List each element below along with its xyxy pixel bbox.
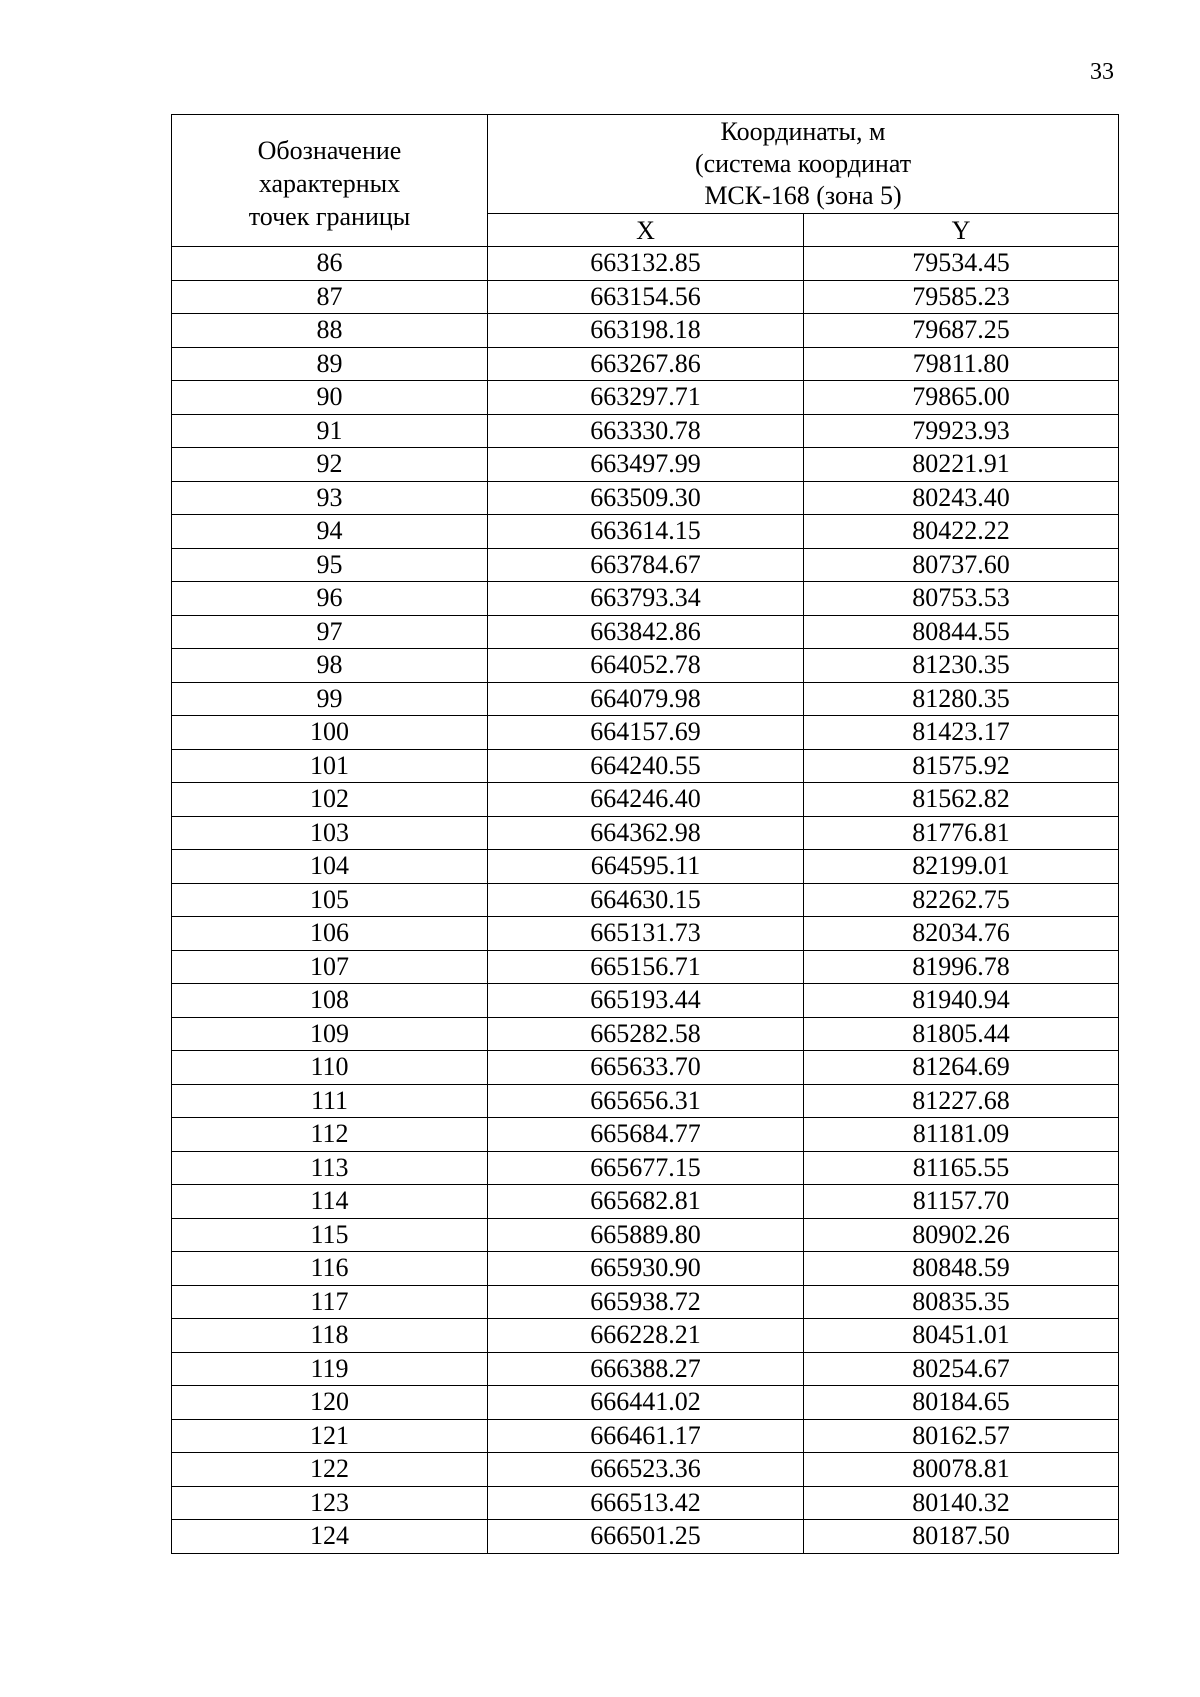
coords-header-line-1: Координаты, м [720, 117, 886, 146]
y-coordinate-cell: 80243.40 [804, 481, 1119, 515]
x-coordinate-cell: 665131.73 [488, 917, 804, 951]
table-row [172, 1151, 1119, 1185]
y-coordinate-cell: 81280.35 [804, 682, 1119, 716]
table-row [172, 1386, 1119, 1420]
y-coordinate-cell: 81996.78 [804, 950, 1119, 984]
x-coordinate-cell: 663154.56 [488, 280, 804, 314]
x-coordinate-cell: 664595.11 [488, 850, 804, 884]
x-coordinate-cell: 663297.71 [488, 381, 804, 415]
coords-header-line-3: МСК-168 (зона 5) [704, 181, 902, 210]
point-designation-header [172, 115, 488, 247]
table-row [172, 1453, 1119, 1487]
table-row [172, 850, 1119, 884]
point-cell: 114 [172, 1185, 488, 1219]
point-cell: 109 [172, 1017, 488, 1051]
point-header-line-3: точек границы [248, 202, 411, 231]
x-coordinate-cell: 663132.85 [488, 247, 804, 281]
point-cell: 124 [172, 1520, 488, 1554]
x-coordinate-cell: 665156.71 [488, 950, 804, 984]
point-cell: 104 [172, 850, 488, 884]
point-cell: 118 [172, 1319, 488, 1353]
x-coordinate-cell: 663842.86 [488, 615, 804, 649]
point-header-line-1: Обозначение [257, 136, 402, 165]
point-cell: 100 [172, 716, 488, 750]
y-coordinate-cell: 81805.44 [804, 1017, 1119, 1051]
y-coordinate-cell: 80844.55 [804, 615, 1119, 649]
table-row [172, 615, 1119, 649]
table-row [172, 1252, 1119, 1286]
point-cell: 101 [172, 749, 488, 783]
x-coordinate-cell: 665889.80 [488, 1218, 804, 1252]
y-coordinate-cell: 80078.81 [804, 1453, 1119, 1487]
point-cell: 117 [172, 1285, 488, 1319]
y-coordinate-cell: 82262.75 [804, 883, 1119, 917]
point-cell: 90 [172, 381, 488, 415]
x-coordinate-cell: 666461.17 [488, 1419, 804, 1453]
y-coordinate-cell: 80162.57 [804, 1419, 1119, 1453]
y-coordinate-cell: 79534.45 [804, 247, 1119, 281]
table-row [172, 1017, 1119, 1051]
table-row [172, 247, 1119, 281]
x-coordinate-cell: 666513.42 [488, 1486, 804, 1520]
point-cell: 121 [172, 1419, 488, 1453]
table-row [172, 883, 1119, 917]
point-cell: 86 [172, 247, 488, 281]
table-row [172, 381, 1119, 415]
table-header [172, 115, 1119, 247]
x-coordinate-cell: 663267.86 [488, 347, 804, 381]
table-row [172, 1486, 1119, 1520]
x-column-header: X [488, 214, 804, 247]
x-coordinate-cell: 666501.25 [488, 1520, 804, 1554]
y-coordinate-cell: 80451.01 [804, 1319, 1119, 1353]
y-coordinate-cell: 81227.68 [804, 1084, 1119, 1118]
x-coordinate-cell: 665633.70 [488, 1051, 804, 1085]
y-coordinate-cell: 79811.80 [804, 347, 1119, 381]
x-coordinate-cell: 664052.78 [488, 649, 804, 683]
point-cell: 97 [172, 615, 488, 649]
point-cell: 89 [172, 347, 488, 381]
x-coordinate-cell: 664240.55 [488, 749, 804, 783]
x-coordinate-cell: 665682.81 [488, 1185, 804, 1219]
table-row [172, 1084, 1119, 1118]
y-coordinate-cell: 82199.01 [804, 850, 1119, 884]
point-cell: 107 [172, 950, 488, 984]
point-cell: 111 [172, 1084, 488, 1118]
point-cell: 112 [172, 1118, 488, 1152]
table-row [172, 783, 1119, 817]
table-row [172, 816, 1119, 850]
point-cell: 106 [172, 917, 488, 951]
point-cell: 95 [172, 548, 488, 582]
table-row [172, 984, 1119, 1018]
x-coordinate-cell: 663509.30 [488, 481, 804, 515]
point-cell: 123 [172, 1486, 488, 1520]
y-coordinate-cell: 80140.32 [804, 1486, 1119, 1520]
point-cell: 113 [172, 1151, 488, 1185]
y-coordinate-cell: 81157.70 [804, 1185, 1119, 1219]
table-row [172, 1218, 1119, 1252]
point-header-line-2: характерных [258, 169, 401, 198]
table-row [172, 582, 1119, 616]
y-coordinate-cell: 81776.81 [804, 816, 1119, 850]
x-coordinate-cell: 665938.72 [488, 1285, 804, 1319]
table-row [172, 448, 1119, 482]
coordinates-table [171, 114, 1119, 1554]
table-row [172, 1051, 1119, 1085]
x-coordinate-cell: 665282.58 [488, 1017, 804, 1051]
x-coordinate-cell: 664157.69 [488, 716, 804, 750]
y-coordinate-cell: 81940.94 [804, 984, 1119, 1018]
y-coordinate-cell: 79923.93 [804, 414, 1119, 448]
table-row [172, 917, 1119, 951]
table-row [172, 950, 1119, 984]
x-coordinate-cell: 663497.99 [488, 448, 804, 482]
y-coordinate-cell: 80184.65 [804, 1386, 1119, 1420]
x-coordinate-cell: 665656.31 [488, 1084, 804, 1118]
point-cell: 105 [172, 883, 488, 917]
x-coordinate-cell: 665930.90 [488, 1252, 804, 1286]
x-coordinate-cell: 664246.40 [488, 783, 804, 817]
y-coordinate-cell: 80254.67 [804, 1352, 1119, 1386]
table-row [172, 481, 1119, 515]
point-cell: 96 [172, 582, 488, 616]
y-coordinate-cell: 79865.00 [804, 381, 1119, 415]
x-coordinate-cell: 666228.21 [488, 1319, 804, 1353]
x-coordinate-cell: 666441.02 [488, 1386, 804, 1420]
x-coordinate-cell: 664630.15 [488, 883, 804, 917]
table-row [172, 280, 1119, 314]
table-row [172, 682, 1119, 716]
y-coordinate-cell: 81181.09 [804, 1118, 1119, 1152]
y-coordinate-cell: 80902.26 [804, 1218, 1119, 1252]
x-coordinate-cell: 665677.15 [488, 1151, 804, 1185]
point-cell: 92 [172, 448, 488, 482]
table-row [172, 548, 1119, 582]
y-coordinate-cell: 80422.22 [804, 515, 1119, 549]
table-body [172, 247, 1119, 1554]
coordinates-header [488, 115, 1119, 214]
y-coordinate-cell: 80187.50 [804, 1520, 1119, 1554]
table-row [172, 314, 1119, 348]
table-row [172, 1118, 1119, 1152]
x-coordinate-cell: 665193.44 [488, 984, 804, 1018]
y-coordinate-cell: 81575.92 [804, 749, 1119, 783]
y-coordinate-cell: 81230.35 [804, 649, 1119, 683]
table-row [172, 515, 1119, 549]
y-column-header: Y [804, 214, 1119, 247]
table-row [172, 716, 1119, 750]
point-cell: 108 [172, 984, 488, 1018]
y-coordinate-cell: 81423.17 [804, 716, 1119, 750]
x-coordinate-cell: 663198.18 [488, 314, 804, 348]
x-coordinate-cell: 663330.78 [488, 414, 804, 448]
y-coordinate-cell: 80753.53 [804, 582, 1119, 616]
x-coordinate-cell: 664362.98 [488, 816, 804, 850]
point-cell: 103 [172, 816, 488, 850]
y-coordinate-cell: 81562.82 [804, 783, 1119, 817]
point-cell: 93 [172, 481, 488, 515]
table-row [172, 1419, 1119, 1453]
y-coordinate-cell: 79585.23 [804, 280, 1119, 314]
point-cell: 119 [172, 1352, 488, 1386]
y-coordinate-cell: 82034.76 [804, 917, 1119, 951]
y-coordinate-cell: 80737.60 [804, 548, 1119, 582]
point-cell: 102 [172, 783, 488, 817]
point-cell: 99 [172, 682, 488, 716]
table-row [172, 347, 1119, 381]
y-coordinate-cell: 79687.25 [804, 314, 1119, 348]
y-coordinate-cell: 81165.55 [804, 1151, 1119, 1185]
x-coordinate-cell: 663614.15 [488, 515, 804, 549]
point-cell: 120 [172, 1386, 488, 1420]
x-coordinate-cell: 663793.34 [488, 582, 804, 616]
table-row [172, 1285, 1119, 1319]
x-coordinate-cell: 666523.36 [488, 1453, 804, 1487]
x-coordinate-cell: 663784.67 [488, 548, 804, 582]
table-row [172, 414, 1119, 448]
point-cell: 94 [172, 515, 488, 549]
point-cell: 116 [172, 1252, 488, 1286]
y-coordinate-cell: 80848.59 [804, 1252, 1119, 1286]
table-row [172, 1520, 1119, 1554]
page-number: 33 [1090, 59, 1114, 85]
x-coordinate-cell: 666388.27 [488, 1352, 804, 1386]
table-row [172, 649, 1119, 683]
point-cell: 87 [172, 280, 488, 314]
y-coordinate-cell: 81264.69 [804, 1051, 1119, 1085]
x-coordinate-cell: 664079.98 [488, 682, 804, 716]
coords-header-line-2: (система координат [694, 149, 912, 178]
point-cell: 88 [172, 314, 488, 348]
point-cell: 110 [172, 1051, 488, 1085]
point-cell: 91 [172, 414, 488, 448]
point-cell: 98 [172, 649, 488, 683]
point-cell: 115 [172, 1218, 488, 1252]
x-coordinate-cell: 665684.77 [488, 1118, 804, 1152]
y-coordinate-cell: 80835.35 [804, 1285, 1119, 1319]
point-cell: 122 [172, 1453, 488, 1487]
table-row [172, 1185, 1119, 1219]
y-coordinate-cell: 80221.91 [804, 448, 1119, 482]
table-row [172, 1319, 1119, 1353]
table-row [172, 749, 1119, 783]
table-row [172, 1352, 1119, 1386]
